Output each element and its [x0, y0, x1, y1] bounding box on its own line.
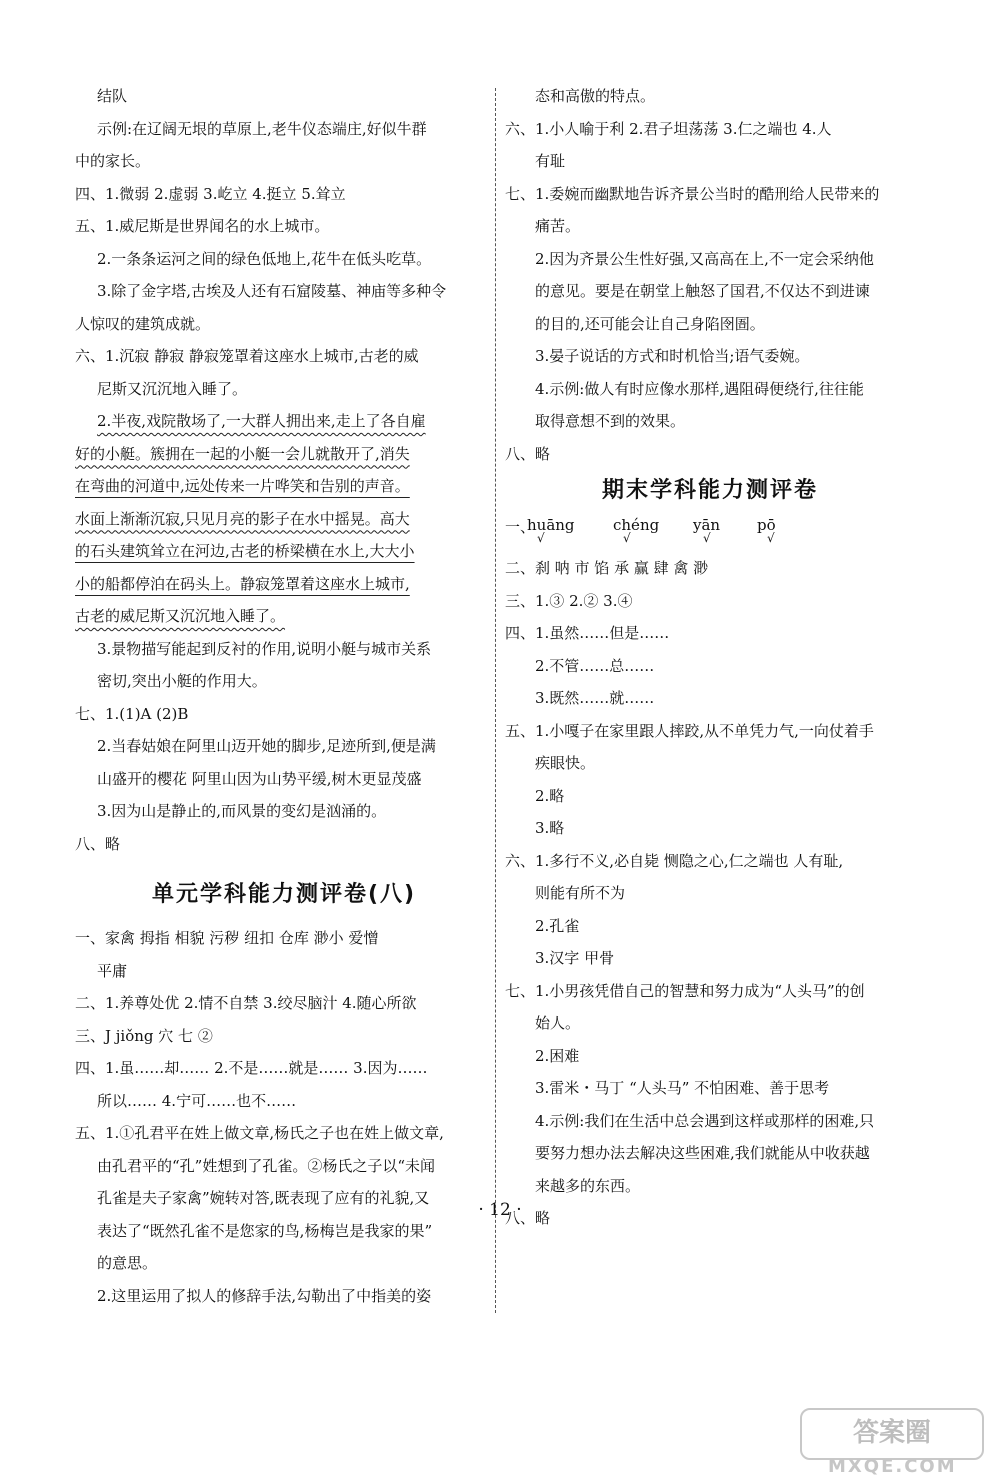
answer-line: [75, 1052, 493, 1085]
answer-text: 3.因为山是静止的,而风景的变幻是汹涌的。: [97, 802, 387, 820]
answer-line: [75, 1150, 493, 1183]
answer-line: [505, 178, 915, 211]
answer-text: 则能有所不为: [535, 884, 626, 902]
answer-line: [505, 1105, 915, 1138]
answer-text: 3.晏子说话的方式和时机恰当;语气委婉。: [535, 347, 810, 365]
watermark-text: MXQE.COM: [828, 1456, 957, 1477]
pinyin-item: pō √: [757, 516, 776, 545]
answer-text: 2.一条条运河之间的绿色低地上,花牛在低头吃草。: [97, 249, 432, 268]
answer-text: 三、J jiǒng 穴 七 ②: [75, 1026, 213, 1045]
column-divider: [495, 88, 496, 1313]
answer-text: 痛苦。: [535, 217, 581, 235]
answer-line: [505, 552, 915, 585]
answer-line: [75, 113, 493, 146]
answer-line: [75, 340, 493, 373]
answer-line: [505, 308, 915, 341]
answer-text: 五、1.小嘎子在家里跟人摔跤,从不单凭力气,一向仗着手: [505, 721, 874, 740]
answer-text: 四、1.虽然……但是……: [505, 624, 670, 642]
pinyin-item: yān √: [693, 516, 721, 545]
answer-text: 小的船都停泊在码头上。静寂笼罩着这座水上城市,: [75, 574, 410, 593]
answer-line: [75, 698, 493, 731]
answer-line: [505, 780, 915, 813]
answer-text: 4.示例:做人有时应像水那样,遇阻碍便绕行,往往能: [535, 379, 864, 398]
answer-line: [505, 1170, 915, 1203]
check-mark-icon: √: [703, 531, 711, 545]
answer-text: 二、刹 呐 市 馅 承 赢 肆 禽 渺: [505, 559, 709, 577]
answer-line: [75, 600, 493, 633]
answer-line: [75, 1247, 493, 1280]
answer-line: [75, 1085, 493, 1118]
answer-line: [505, 812, 915, 845]
answer-text: 2.略: [535, 786, 565, 805]
answer-line: [75, 1280, 493, 1313]
section-heading: 单元学科能力测评卷(八): [151, 882, 417, 907]
pinyin-prefix: 一、: [505, 518, 536, 536]
answer-line: [75, 405, 493, 438]
answer-line: [505, 373, 915, 406]
answer-text: 孔雀是夫子家禽”婉转对答,既表现了应有的礼貌,又: [97, 1189, 430, 1207]
answer-line: [505, 585, 915, 618]
answer-text: 在弯曲的河道中,远处传来一片哗笑和告别的声音。: [75, 477, 410, 495]
answer-line: [505, 1072, 915, 1105]
answer-line: [505, 340, 915, 373]
pinyin-answers: [505, 512, 915, 552]
answer-line: [75, 828, 493, 861]
answer-text: 2.孔雀: [535, 916, 580, 935]
answer-text: 表达了“既然孔雀不是您家的鸟,杨梅岂是我家的果”: [97, 1221, 433, 1240]
answer-text: 平庸: [97, 961, 128, 980]
answer-text: 3.除了金字塔,古埃及人还有石窟陵墓、神庙等多种令: [97, 282, 447, 300]
answer-line: [505, 650, 915, 683]
answer-text: 4.示例:我们在生活中总会遇到这样或那样的困难,只: [535, 1111, 875, 1130]
page-number: · 12 ·: [478, 1200, 522, 1220]
answer-line: [75, 438, 493, 471]
answer-text: 八、略: [505, 1209, 551, 1227]
answer-line: [75, 568, 493, 601]
answer-line: [75, 665, 493, 698]
answer-text: 五、1.威尼斯是世界闻名的水上城市。: [75, 217, 330, 235]
answer-line: [75, 955, 493, 988]
answer-text: 2.因为齐景公生性好强,又高高在上,不一定会采纳他: [535, 249, 874, 268]
answer-text: 六、1.沉寂 静寂 静寂笼罩着这座水上城市,古老的威: [75, 347, 419, 365]
answer-line: [505, 438, 915, 471]
answer-text: 态和高傲的特点。: [535, 87, 656, 105]
answer-text: 疾眼快。: [535, 754, 596, 772]
answer-text: 六、1.多行不义,必自毙 恻隐之心,仁之端也 人有耻,: [505, 851, 844, 870]
answer-line: [505, 113, 915, 146]
answer-text: 四、1.微弱 2.虚弱 3.屹立 4.挺立 5.耸立: [75, 184, 346, 203]
answer-line: [505, 210, 915, 243]
answer-text: 的石头建筑耸立在河边,古老的桥梁横在水上,大大小: [75, 542, 415, 560]
answer-line: [505, 405, 915, 438]
answer-text: 中的家长。: [75, 152, 151, 170]
answer-text: 一、家禽 拇指 相貌 污秽 纽扣 仓库 渺小 爱憎: [75, 929, 379, 947]
check-mark-icon: √: [623, 531, 631, 545]
answer-text: 六、1.小人喻于利 2.君子坦荡荡 3.仁之端也 4.人: [505, 119, 832, 138]
answer-text: 山盛开的樱花 阿里山因为山势平缓,树木更显茂盛: [97, 769, 422, 788]
answer-line: [75, 373, 493, 406]
answer-line: [505, 275, 915, 308]
check-mark-icon: √: [537, 531, 545, 545]
answer-text: 要努力想办法去解决这些困难,我们就能从中收获越: [535, 1144, 870, 1162]
answer-text: 的目的,还可能会让自己身陷囹圄。: [535, 314, 765, 333]
answer-text: 所以…… 4.宁可……也不……: [97, 1091, 297, 1110]
answer-text: 取得意想不到的效果。: [535, 412, 686, 430]
right-column-top: [505, 80, 915, 470]
answer-text: 2.困难: [535, 1046, 580, 1065]
answer-line: [505, 910, 915, 943]
answer-text: 示例:在辽阔无垠的草原上,老牛仪态端庄,好似牛群: [97, 119, 427, 138]
answer-text: 的意见。要是在朝堂上触怒了国君,不仅达不到进谏: [535, 282, 870, 300]
answer-line: [505, 1007, 915, 1040]
answer-text: 有耻: [535, 152, 566, 170]
answer-text: 二、1.养尊处优 2.情不自禁 3.绞尽脑汁 4.随心所欲: [75, 994, 417, 1012]
answer-line: [75, 763, 493, 796]
answer-line: [75, 922, 493, 955]
answer-text: 七、1.(1)A (2)B: [75, 704, 189, 723]
answer-text: 人惊叹的建筑成就。: [75, 314, 211, 333]
answer-line: [505, 682, 915, 715]
answer-line: [75, 633, 493, 666]
answer-text: 八、略: [505, 444, 551, 463]
answer-line: [75, 795, 493, 828]
answer-line: [505, 975, 915, 1008]
answer-text: 2.半夜,戏院散场了,一大群人拥出来,走上了各自雇: [97, 412, 426, 430]
answer-line: [75, 145, 493, 178]
answer-line: [75, 1117, 493, 1150]
answer-text: 的意思。: [97, 1254, 158, 1272]
watermark-logo: [800, 1408, 980, 1478]
answer-text: 好的小艇。簇拥在一起的小艇一会儿就散开了,消失: [75, 444, 410, 463]
answer-text: 古老的威尼斯又沉沉地入睡了。: [75, 607, 286, 625]
answer-text: 密切,突出小艇的作用大。: [97, 672, 267, 690]
pinyin-item: chéng √: [613, 516, 660, 545]
answer-text: 八、略: [75, 834, 121, 853]
answer-line: [75, 535, 493, 568]
answer-line: [505, 243, 915, 276]
answer-line: [505, 80, 915, 113]
answer-line: [505, 145, 915, 178]
answer-line: [75, 503, 493, 536]
answer-line: [505, 617, 915, 650]
answer-line: [75, 470, 493, 503]
answer-line: [505, 715, 915, 748]
answer-line: [75, 730, 493, 763]
answer-text: 三、1.③ 2.② 3.④: [505, 591, 633, 610]
final-exam-heading: 期末学科能力测评卷: [601, 478, 818, 503]
answer-text: 水面上渐渐沉寂,只见月亮的影子在水中摇晃。高大: [75, 509, 410, 528]
answer-line: [75, 1020, 493, 1053]
answer-text: 来越多的东西。: [535, 1176, 641, 1195]
answer-text: 3.略: [535, 819, 565, 837]
answer-text: 3.雷米・马丁 “人头马” 不怕困难、善于思考: [535, 1079, 830, 1097]
answer-text: 3.景物描写能起到反衬的作用,说明小艇与城市关系: [97, 639, 432, 658]
answer-line: [75, 178, 493, 211]
answer-line: [75, 210, 493, 243]
answer-text: 五、1.①孔君平在姓上做文章,杨氏之子也在姓上做文章,: [75, 1124, 444, 1142]
answer-text: 2.不管……总……: [535, 656, 655, 675]
answer-line: [75, 308, 493, 341]
answer-text: 始人。: [535, 1014, 581, 1032]
answer-text: 2.这里运用了拟人的修辞手法,勾勒出了中指美的姿: [97, 1286, 432, 1305]
answer-text: 四、1.虽……却…… 2.不是……就是…… 3.因为……: [75, 1059, 428, 1077]
answer-line: [505, 942, 915, 975]
answer-line: [505, 1137, 915, 1170]
answer-line: [75, 80, 493, 113]
right-column: [505, 80, 915, 1235]
answer-text: 七、1.委婉而幽默地告诉齐景公当时的酷刑给人民带来的: [505, 184, 880, 203]
answer-line: [505, 845, 915, 878]
left-column: [75, 80, 493, 1312]
answer-line: [75, 243, 493, 276]
pinyin-item: huāng √: [527, 516, 575, 545]
watermark-mark: 答案圈: [800, 1408, 984, 1460]
answer-text: 结队: [97, 87, 128, 105]
answer-line: [75, 275, 493, 308]
check-mark-icon: √: [767, 531, 775, 545]
answer-text: 七、1.小男孩凭借自己的智慧和努力成为“人头马”的创: [505, 981, 865, 1000]
answer-line: [505, 747, 915, 780]
answer-line: [75, 987, 493, 1020]
answer-line: [505, 1040, 915, 1073]
answer-text: 由孔君平的“孔”姓想到了孔雀。②杨氏之子以“未闻: [97, 1156, 436, 1175]
answer-line: [505, 877, 915, 910]
right-column-bottom: [505, 552, 915, 1235]
answer-text: 尼斯又沉沉地入睡了。: [97, 379, 248, 398]
answer-text: 3.汉字 甲骨: [535, 949, 615, 967]
answer-text: 2.当春姑娘在阿里山迈开她的脚步,足迹所到,便是满: [97, 737, 436, 755]
answer-text: 3.既然……就……: [535, 689, 655, 707]
